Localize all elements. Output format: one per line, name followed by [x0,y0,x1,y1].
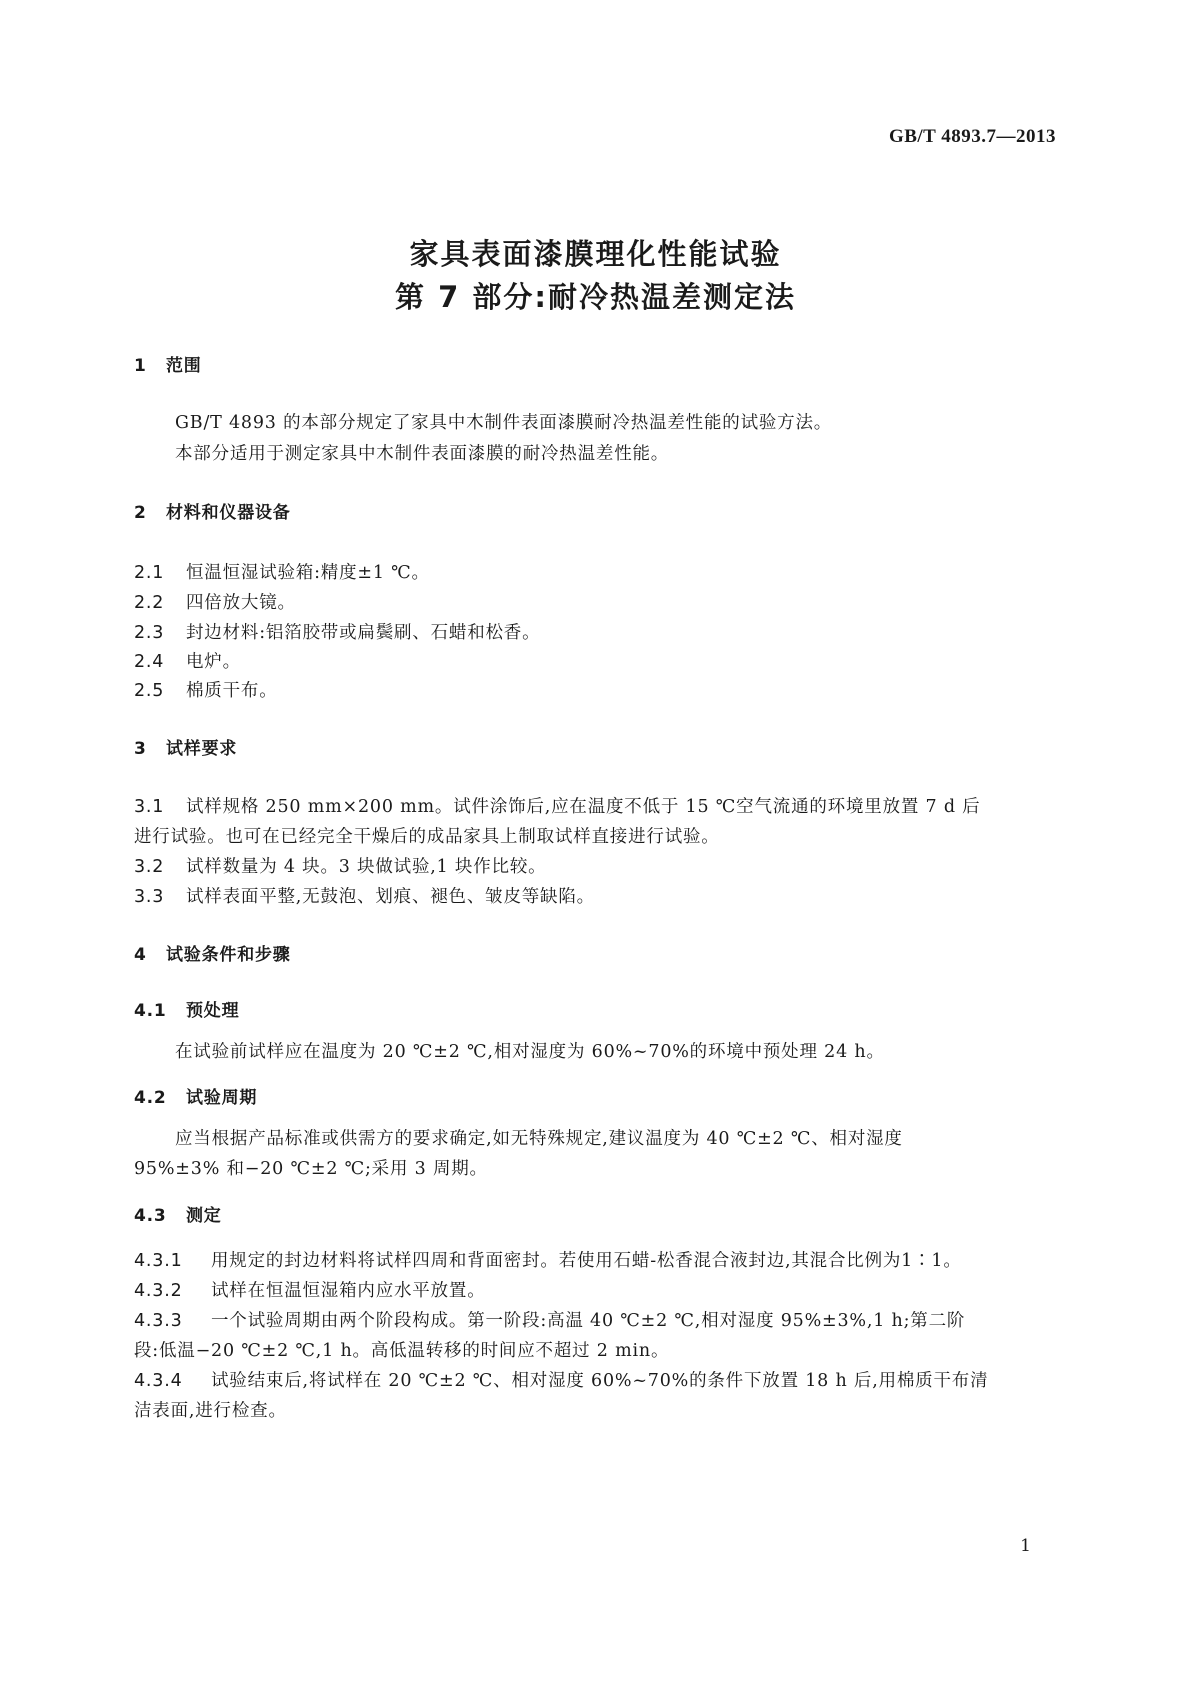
paragraph: 在试验前试样应在温度为 20 ℃±2 ℃,相对湿度为 60%~70%的环境中预处理 24 h。 [175,1042,885,1062]
document-title-line1: 家具表面漆膜理化性能试验 [409,237,782,271]
section-heading-scope [134,351,1060,382]
document-title-line2: 第 7 部分:耐冷热温差测定法 [395,280,796,314]
clause-4-3-3 [134,1306,1060,1337]
section-number: 1 [134,356,147,376]
section-title: 试样要求 [166,739,238,759]
clause-4-3-3-continued: 段:低温−20 ℃±2 ℃,1 h。高低温转移的时间应不超过 2 min。 [134,1341,670,1361]
clause-number: 2.2 [134,593,165,613]
clause-text: 试样数量为 4 块。3 块做试验,1 块作比较。 [186,857,547,877]
clause-4-3-2 [134,1276,1060,1307]
clause-text: 用规定的封边材料将试样四周和背面密封。若使用石蜡-松香混合液封边,其混合比例为1∶1。 [211,1251,962,1271]
section-title: 范围 [166,356,202,376]
clause-text: 一个试验周期由两个阶段构成。第一阶段:高温 40 ℃±2 ℃,相对湿度 95%±3%,1 h;第二阶 [211,1311,966,1331]
clause-text: 试样在恒温恒湿箱内应水平放置。 [211,1281,486,1301]
clause-number: 4.3.1 [134,1251,183,1271]
section-number: 2 [134,503,147,523]
clause-4-3-1 [134,1246,1060,1277]
paragraph: GB/T 4893 的本部分规定了家具中木制件表面漆膜耐冷热温差性能的试验方法。 [175,413,833,433]
clause-2-5 [134,676,1060,707]
clause-text: 封边材料:铝箔胶带或扁鬓刷、石蜡和松香。 [186,623,541,643]
subsection-title: 试验周期 [186,1088,258,1108]
clause-number: 3.1 [134,797,165,817]
clause-3-3 [134,882,1060,913]
section-heading-materials [134,498,1060,529]
subsection-number: 4.3 [134,1206,167,1226]
clause-3-1-continued: 进行试验。也可在已经完全干燥后的成品家具上制取试样直接进行试验。 [134,827,720,847]
section-number: 4 [134,945,147,965]
clause-3-1 [134,792,1060,823]
paragraph: 应当根据产品标准或供需方的要求确定,如无特殊规定,建议温度为 40 ℃±2 ℃、相对湿度 [175,1129,903,1149]
standard-code: GB/T 4893.7—2013 [888,126,1056,147]
clause-number: 3.3 [134,887,165,907]
subsection-number: 4.2 [134,1088,167,1108]
clause-2-1 [134,558,1060,589]
paragraph: 本部分适用于测定家具中木制件表面漆膜的耐冷热温差性能。 [175,444,670,464]
subsection-heading-pretreatment [134,996,1060,1027]
clause-number: 2.4 [134,652,165,672]
subsection-number: 4.1 [134,1001,167,1021]
subsection-heading-measurement [134,1201,1060,1232]
subsection-title: 预处理 [186,1001,240,1021]
section-title: 试验条件和步骤 [166,945,291,965]
clause-text: 恒温恒湿试验箱:精度±1 ℃。 [186,563,430,583]
clause-4-3-4 [134,1366,1060,1397]
subsection-title: 测定 [186,1206,222,1226]
clause-2-2 [134,588,1060,619]
clause-text: 棉质干布。 [186,681,278,701]
clause-2-3 [134,618,1060,649]
clause-number: 2.3 [134,623,165,643]
clause-number: 2.1 [134,563,165,583]
section-heading-procedure [134,940,1060,971]
section-title: 材料和仪器设备 [166,503,291,523]
clause-text: 四倍放大镜。 [186,593,296,613]
clause-text: 电炉。 [186,652,241,672]
clause-number: 4.3.4 [134,1371,183,1391]
clause-text: 试样表面平整,无鼓泡、划痕、褪色、皱皮等缺陷。 [186,887,595,907]
clause-number: 3.2 [134,857,165,877]
paragraph-continued: 95%±3% 和−20 ℃±2 ℃;采用 3 周期。 [134,1159,488,1179]
section-number: 3 [134,739,147,759]
clause-text: 试样规格 250 mm×200 mm。试件涂饰后,应在温度不低于 15 ℃空气流通的环境里放置 7 d 后 [186,797,981,817]
clause-number: 2.5 [134,681,165,701]
clause-number: 4.3.3 [134,1311,183,1331]
clause-text: 试验结束后,将试样在 20 ℃±2 ℃、相对湿度 60%~70%的条件下放置 18 h 后,用棉质干布清 [211,1371,989,1391]
clause-number: 4.3.2 [134,1281,183,1301]
subsection-heading-cycle [134,1083,1060,1114]
clause-4-3-4-continued: 洁表面,进行检查。 [134,1401,287,1421]
clause-3-2 [134,852,1060,883]
clause-2-4 [134,647,1060,678]
page-number: 1 [1020,1536,1031,1556]
section-heading-specimen [134,734,1060,765]
